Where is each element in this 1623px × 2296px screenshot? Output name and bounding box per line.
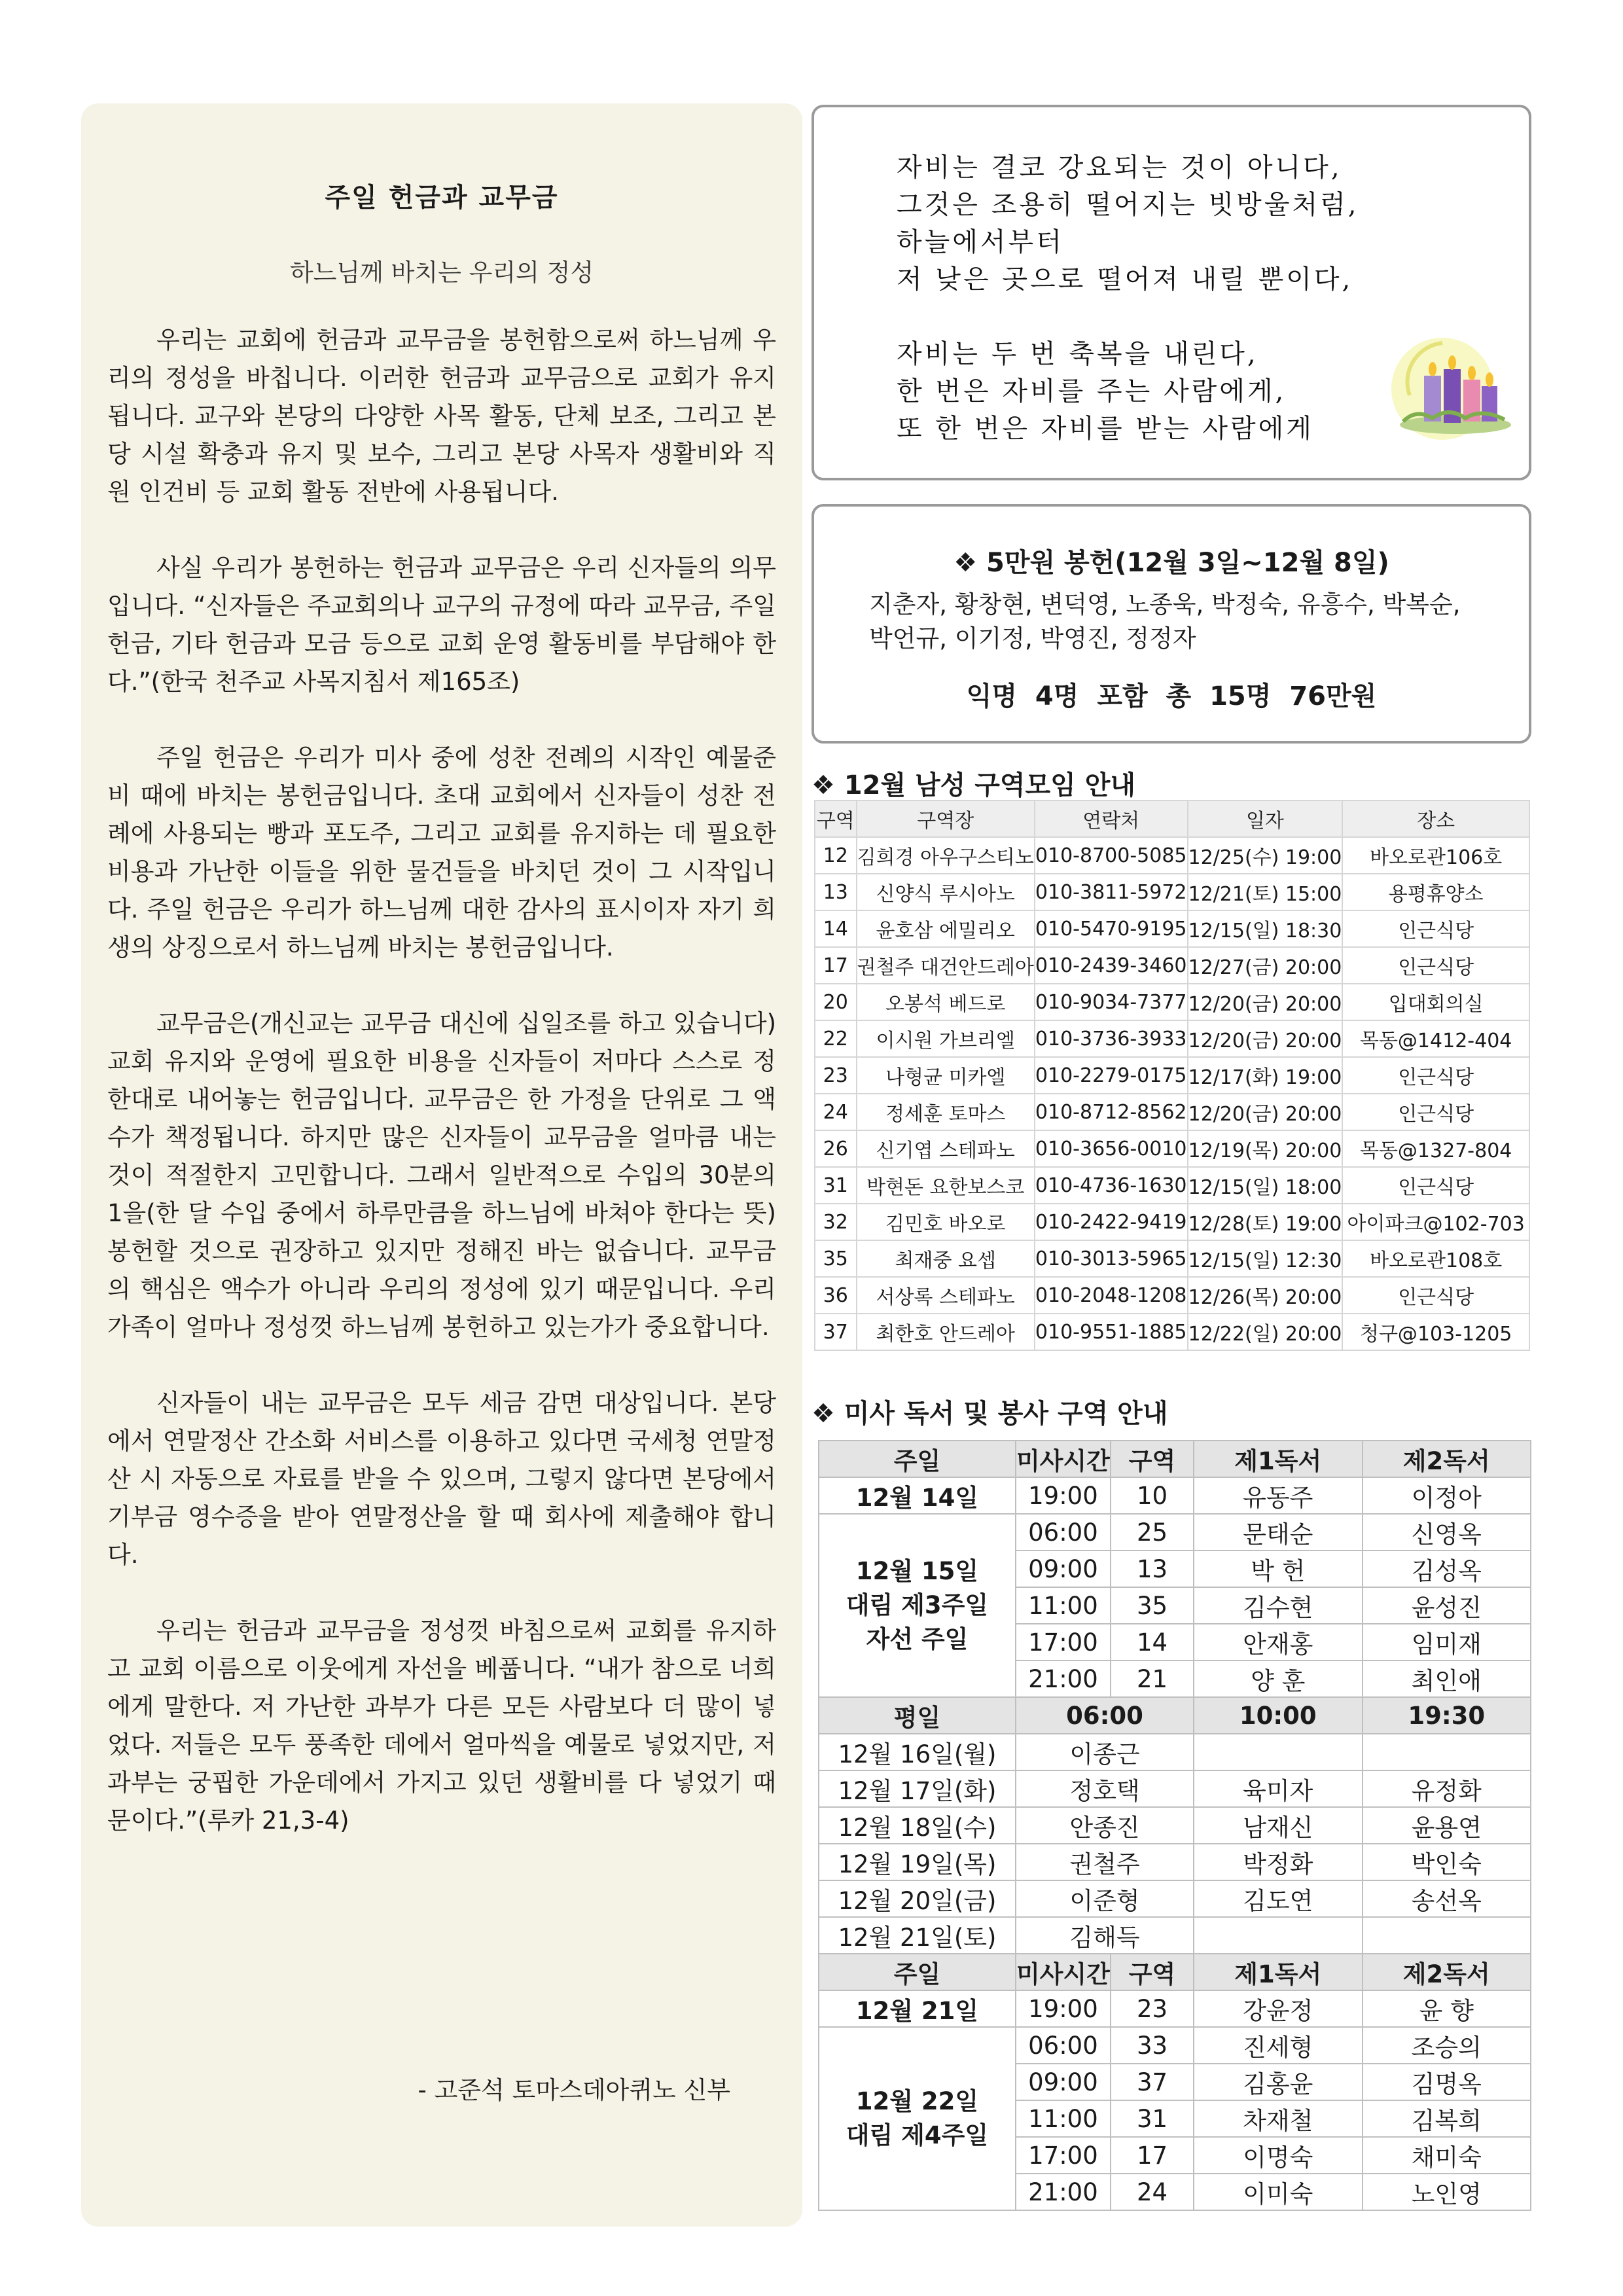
table-cell: 인근식당 bbox=[1342, 1277, 1529, 1314]
table-cell: 35 bbox=[1111, 1587, 1194, 1624]
table-cell: 채미숙 bbox=[1363, 2137, 1531, 2174]
table-row bbox=[819, 2027, 1531, 2064]
table-cell: 용평휴양소 bbox=[1342, 874, 1529, 910]
column-header: 미사시간 bbox=[1016, 1441, 1111, 1477]
table-row bbox=[819, 1844, 1531, 1880]
quote-text bbox=[897, 149, 1359, 448]
table-cell: 12/15(일) 18:00 bbox=[1188, 1167, 1343, 1204]
readers-title: ❖ 미사 독서 및 봉사 구역 안내 bbox=[812, 1399, 1168, 1429]
column-header: 제1독서 bbox=[1194, 1954, 1362, 1990]
table-cell: 바오로관108호 bbox=[1342, 1240, 1529, 1277]
table-cell: 남재신 bbox=[1194, 1807, 1362, 1844]
table-cell: 최인애 bbox=[1363, 1660, 1531, 1697]
date-label-line: 대림 제4주일 bbox=[846, 2121, 989, 2149]
table-row bbox=[815, 1130, 1529, 1167]
column-header: 구역 bbox=[815, 800, 857, 837]
table-cell: 20 bbox=[815, 984, 857, 1020]
table-cell: 신영옥 bbox=[1363, 1514, 1531, 1551]
table-cell: 12 bbox=[815, 837, 857, 874]
table-cell: 010-3811-5972 bbox=[1035, 874, 1188, 910]
table-cell: 유동주 bbox=[1194, 1477, 1362, 1514]
table-cell: 인근식당 bbox=[1342, 1094, 1529, 1130]
table-cell: 12/22(일) 20:00 bbox=[1188, 1314, 1343, 1350]
table-cell: 21:00 bbox=[1016, 1660, 1111, 1697]
table-cell: 이정아 bbox=[1363, 1477, 1531, 1514]
table-row bbox=[819, 1917, 1531, 1954]
table-cell: 박 헌 bbox=[1194, 1551, 1362, 1587]
table-cell: 김명옥 bbox=[1363, 2064, 1531, 2100]
table-cell: 11:00 bbox=[1016, 1587, 1111, 1624]
table-row bbox=[819, 1697, 1531, 1734]
table-cell: 010-2279-0175 bbox=[1035, 1057, 1188, 1094]
quote-line: 저 낮은 곳으로 떨어져 내릴 뿐이다, bbox=[897, 264, 1353, 295]
table-row bbox=[815, 947, 1529, 984]
quote-line: 또 한 번은 자비를 받는 사람에게 bbox=[897, 414, 1314, 444]
date-label: 12월 21일(토) bbox=[819, 1917, 1016, 1954]
date-label: 12월 18일(수) bbox=[819, 1807, 1016, 1844]
date-label-line: 자선 주일 bbox=[866, 1625, 969, 1653]
table-cell: 박인숙 bbox=[1363, 1844, 1531, 1880]
table-cell: 33 bbox=[1111, 2027, 1194, 2064]
table-cell: 김성옥 bbox=[1363, 1551, 1531, 1587]
article-signature: - 고준석 토마스데아퀴노 신부 bbox=[418, 2076, 730, 2104]
table-cell: 12/27(금) 20:00 bbox=[1188, 947, 1343, 984]
table-cell: 17:00 bbox=[1016, 1624, 1111, 1660]
table-cell: 목동@1327-804 bbox=[1342, 1130, 1529, 1167]
table-cell: 06:00 bbox=[1016, 1514, 1111, 1551]
table-cell: 김복희 bbox=[1363, 2100, 1531, 2137]
column-header: 10:00 bbox=[1194, 1697, 1362, 1734]
table-row bbox=[819, 1514, 1531, 1551]
column-header: 주일 bbox=[819, 1954, 1016, 1990]
column-header: 주일 bbox=[819, 1441, 1016, 1477]
table-cell: 21:00 bbox=[1016, 2174, 1111, 2210]
table-cell: 22 bbox=[815, 1020, 857, 1057]
table-cell: 010-4736-1630 bbox=[1035, 1167, 1188, 1204]
article-paragraph: 주일 헌금은 우리가 미사 중에 성찬 전례의 시작인 예물준비 때에 바치는 봉헌금입니다. 초대 교회에서 신자들이 성찬 전례에 사용되는 빵과 포도주, 그리고 교회를 유지하는 데 필요한 비용과 가난한 이들을 위한 물건들을 바치던 것이 그 시작입니다. 주일 헌금은 우리가 하느님께 대한 감사의 표시이자 자기 희생의 상징으로서 하느님께 바치는 봉헌금입니다. bbox=[107, 744, 776, 961]
table-cell: 서상록 스테파노 bbox=[857, 1277, 1035, 1314]
date-label: 12월 19일(목) bbox=[819, 1844, 1016, 1880]
reader-table bbox=[818, 1440, 1531, 2211]
table-row bbox=[815, 1277, 1529, 1314]
column-header: 장소 bbox=[1342, 800, 1529, 837]
table-cell: 신기엽 스테파노 bbox=[857, 1130, 1035, 1167]
table-cell: 010-2422-9419 bbox=[1035, 1204, 1188, 1240]
table-cell: 인근식당 bbox=[1342, 910, 1529, 947]
article-title: 주일 헌금과 교무금 bbox=[325, 183, 559, 213]
table-cell: 09:00 bbox=[1016, 2064, 1111, 2100]
article-paragraph: 우리는 헌금과 교무금을 정성껏 바침으로써 교회를 유지하고 교회 이름으로 이웃에게 자선을 베풉니다. “내가 참으로 너희에게 말한다. 저 가난한 과부가 다른 모든 사람보다 더 많이 넣었다. 저들은 모두 풍족한 데에서 얼마씩을 예물로 넣었지만, 저 과부는 궁핍한 가운데에서 가지고 있던 생활비를 다 넣었기 때문이다.”(루카 21,3-4) bbox=[107, 1617, 776, 1835]
column-header: 평일 bbox=[819, 1697, 1016, 1734]
table-row bbox=[815, 1094, 1529, 1130]
table-cell: 23 bbox=[815, 1057, 857, 1094]
article-body bbox=[107, 321, 776, 1878]
table-cell: 24 bbox=[1111, 2174, 1194, 2210]
table-cell: 인근식당 bbox=[1342, 1167, 1529, 1204]
table-cell: 문태순 bbox=[1194, 1514, 1362, 1551]
table-cell: 이종근 bbox=[1016, 1734, 1194, 1770]
table-cell bbox=[1194, 1917, 1362, 1954]
table-row bbox=[819, 1990, 1531, 2027]
table-cell: 17 bbox=[1111, 2137, 1194, 2174]
table-cell: 010-9034-7377 bbox=[1035, 984, 1188, 1020]
advent-candles-icon bbox=[1383, 317, 1514, 441]
table-header-row bbox=[815, 800, 1529, 837]
table-cell bbox=[1363, 1734, 1531, 1770]
column-header: 제2독서 bbox=[1363, 1441, 1531, 1477]
table-cell: 안재홍 bbox=[1194, 1624, 1362, 1660]
article-paragraph: 우리는 교회에 헌금과 교무금을 봉헌함으로써 하느님께 우리의 정성을 바칩니다. 이러한 헌금과 교무금으로 교회가 유지됩니다. 교구와 본당의 다양한 사목 활동, 단체 보조, 그리고 본당 시설 확충과 유지 및 보수, 그리고 본당 사목자 생활비와 직원 인건비 등 교회 활동 전반에 사용됩니다. bbox=[107, 326, 776, 506]
table-cell: 권철주 대건안드레아 bbox=[857, 947, 1035, 984]
table-row bbox=[815, 1240, 1529, 1277]
table-cell: 23 bbox=[1111, 1990, 1194, 2027]
table-row bbox=[815, 1020, 1529, 1057]
date-label-line: 대림 제3주일 bbox=[846, 1591, 989, 1619]
table-cell: 신양식 루시아노 bbox=[857, 874, 1035, 910]
table-cell: 육미자 bbox=[1194, 1770, 1362, 1807]
table-cell: 12/26(목) 20:00 bbox=[1188, 1277, 1343, 1314]
table-cell: 김민호 바오로 bbox=[857, 1204, 1035, 1240]
table-cell: 김홍윤 bbox=[1194, 2064, 1362, 2100]
column-header: 일자 bbox=[1188, 800, 1343, 837]
table-cell: 12/20(금) 20:00 bbox=[1188, 1020, 1343, 1057]
quote-line: 그것은 조용히 떨어지는 빗방울처럼, bbox=[897, 190, 1359, 220]
table-cell: 13 bbox=[1111, 1551, 1194, 1587]
table-row bbox=[819, 1770, 1531, 1807]
table-cell: 26 bbox=[815, 1130, 857, 1167]
date-label: 12월 17일(화) bbox=[819, 1770, 1016, 1807]
table-cell: 이명숙 bbox=[1194, 2137, 1362, 2174]
table-cell bbox=[1194, 1734, 1362, 1770]
article-subtitle: 하느님께 바치는 우리의 정성 bbox=[289, 259, 594, 287]
quote-line: 하늘에서부터 bbox=[897, 227, 1064, 257]
table-cell: 김수현 bbox=[1194, 1587, 1362, 1624]
table-cell: 인근식당 bbox=[1342, 1057, 1529, 1094]
table-cell: 최재중 요셉 bbox=[857, 1240, 1035, 1277]
table-cell: 06:00 bbox=[1016, 2027, 1111, 2064]
quote-box bbox=[812, 105, 1531, 480]
table-cell: 이미숙 bbox=[1194, 2174, 1362, 2210]
table-cell: 이시원 가브리엘 bbox=[857, 1020, 1035, 1057]
table-cell: 010-3656-0010 bbox=[1035, 1130, 1188, 1167]
table-cell: 19:00 bbox=[1016, 1990, 1111, 2027]
table-row bbox=[819, 1477, 1531, 1514]
table-cell: 14 bbox=[815, 910, 857, 947]
table-cell: 37 bbox=[815, 1314, 857, 1350]
table-cell: 나형균 미카엘 bbox=[857, 1057, 1035, 1094]
table-cell: 정세훈 토마스 bbox=[857, 1094, 1035, 1130]
table-cell: 31 bbox=[1111, 2100, 1194, 2137]
date-label: 12월 14일 bbox=[819, 1477, 1016, 1514]
table-cell: 아이파크@102-703 bbox=[1342, 1204, 1529, 1240]
column-header: 구역 bbox=[1111, 1954, 1194, 1990]
article-paragraph: 교무금은(개신교는 교무금 대신에 십일조를 하고 있습니다) 교회 유지와 운영에 필요한 비용을 신자들이 저마다 스스로 정한대로 내어놓는 헌금입니다. 교무금은 한 가정을 단위로 그 액수가 책정됩니다. 하지만 많은 신자들이 교무금을 얼마큼 내는 것이 적절한지 고민합니다. 그래서 일반적으로 수입의 30분의 1을(한 달 수입 중에서 하루만큼을 하느님에 바쳐야 한다는 뜻) 봉헌할 것으로 권장하고 있지만 정해진 바는 없습니다. 교무금의 핵심은 액수가 아니라 우리의 정성에 있기 때문입니다. 우리 가족이 얼마나 정성껏 하느님께 봉헌하고 있는가가 중요합니다. bbox=[107, 1009, 776, 1341]
table-cell: 19:00 bbox=[1016, 1477, 1111, 1514]
table-cell: 12/17(화) 19:00 bbox=[1188, 1057, 1343, 1094]
table-cell: 이준형 bbox=[1016, 1880, 1194, 1917]
table-cell: 차재철 bbox=[1194, 2100, 1362, 2137]
donation-total: 익명 4명 포함 총 15명 76만원 bbox=[966, 681, 1377, 711]
table-row bbox=[815, 1314, 1529, 1350]
table-cell: 12/21(토) 15:00 bbox=[1188, 874, 1343, 910]
column-header: 제1독서 bbox=[1194, 1441, 1362, 1477]
table-cell: 12/20(금) 20:00 bbox=[1188, 984, 1343, 1020]
table-cell: 윤성진 bbox=[1363, 1587, 1531, 1624]
table-row bbox=[819, 1880, 1531, 1917]
table-cell: 10 bbox=[1111, 1477, 1194, 1514]
table-cell: 24 bbox=[815, 1094, 857, 1130]
table-cell: 12/25(수) 19:00 bbox=[1188, 837, 1343, 874]
table-cell: 안종진 bbox=[1016, 1807, 1194, 1844]
column-header: 제2독서 bbox=[1363, 1954, 1531, 1990]
table-cell: 010-5470-9195 bbox=[1035, 910, 1188, 947]
table-cell: 35 bbox=[815, 1240, 857, 1277]
column-header: 06:00 bbox=[1016, 1697, 1194, 1734]
table-cell: 유정화 bbox=[1363, 1770, 1531, 1807]
table-row bbox=[815, 837, 1529, 874]
table-cell: 임미재 bbox=[1363, 1624, 1531, 1660]
table-cell: 11:00 bbox=[1016, 2100, 1111, 2137]
table-cell: 김해득 bbox=[1016, 1917, 1194, 1954]
meeting-table-body bbox=[815, 837, 1529, 1350]
table-cell: 17:00 bbox=[1016, 2137, 1111, 2174]
date-label: 12월 16일(월) bbox=[819, 1734, 1016, 1770]
table-cell: 13 bbox=[815, 874, 857, 910]
meeting-title: ❖ 12월 남성 구역모임 안내 bbox=[812, 770, 1135, 800]
article-paragraph: 신자들이 내는 교무금은 모두 세금 감면 대상입니다. 본당에서 연말정산 간소화 서비스를 이용하고 있다면 국세청 연말정산 시 자동으로 자료를 받을 수 있으며, 그렇지 않다면 본당에서 기부금 영수증을 받아 연말정산을 할 때 회사에 제출해야 합니다. bbox=[107, 1389, 776, 1569]
donation-names: 지춘자, 황창현, 변덕영, 노종욱, 박정숙, 유흥수, 박복순, 박언규, 이기정, 박영진, 정정자 bbox=[869, 590, 1461, 653]
table-cell: 010-2048-1208 bbox=[1035, 1277, 1188, 1314]
table-cell: 010-3736-3933 bbox=[1035, 1020, 1188, 1057]
table-cell: 진세형 bbox=[1194, 2027, 1362, 2064]
table-row bbox=[815, 984, 1529, 1020]
quote-spacer bbox=[897, 298, 1359, 336]
table-cell: 17 bbox=[815, 947, 857, 984]
table-cell: 010-9551-1885 bbox=[1035, 1314, 1188, 1350]
table-cell: 박현돈 요한보스코 bbox=[857, 1167, 1035, 1204]
table-cell: 송선옥 bbox=[1363, 1880, 1531, 1917]
column-header: 연락처 bbox=[1035, 800, 1188, 837]
donation-title: ❖ 5만원 봉헌(12월 3일~12월 8일) bbox=[954, 548, 1389, 578]
date-label: 12월 20일(금) bbox=[819, 1880, 1016, 1917]
table-row bbox=[819, 1954, 1531, 1990]
table-cell: 37 bbox=[1111, 2064, 1194, 2100]
column-header: 구역 bbox=[1111, 1441, 1194, 1477]
table-row bbox=[819, 1807, 1531, 1844]
table-cell: 청구@103-1205 bbox=[1342, 1314, 1529, 1350]
quote-line: 자비는 결코 강요되는 것이 아니다, bbox=[897, 152, 1342, 183]
article-panel bbox=[81, 103, 802, 2227]
table-cell: 12/15(일) 12:30 bbox=[1188, 1240, 1343, 1277]
table-cell: 조승의 bbox=[1363, 2027, 1531, 2064]
table-cell: 김희경 아우구스티노 bbox=[857, 837, 1035, 874]
table-cell: 권철주 bbox=[1016, 1844, 1194, 1880]
table-cell: 강윤정 bbox=[1194, 1990, 1362, 2027]
table-cell: 오봉석 베드로 bbox=[857, 984, 1035, 1020]
table-cell: 09:00 bbox=[1016, 1551, 1111, 1587]
table-cell: 목동@1412-404 bbox=[1342, 1020, 1529, 1057]
table-cell: 14 bbox=[1111, 1624, 1194, 1660]
table-cell: 최한호 안드레아 bbox=[857, 1314, 1035, 1350]
quote-line: 한 번은 자비를 주는 사람에게, bbox=[897, 376, 1287, 406]
article-paragraph: 사실 우리가 봉헌하는 헌금과 교무금은 우리 신자들의 의무입니다. “신자들은 주교회의나 교구의 규정에 따라 교무금, 주일 헌금, 기타 헌금과 모금 등으로 교회 운영 활동비를 부담해야 한다.”(한국 천주교 사목지침서 제165조) bbox=[107, 554, 776, 696]
table-cell: 바오로관106호 bbox=[1342, 837, 1529, 874]
table-row bbox=[815, 910, 1529, 947]
date-label: 12월 21일 bbox=[819, 1990, 1016, 2027]
table-cell: 31 bbox=[815, 1167, 857, 1204]
date-label-line: 12월 22일 bbox=[855, 2087, 979, 2115]
column-header: 구역장 bbox=[857, 800, 1035, 837]
table-row bbox=[819, 1734, 1531, 1770]
quote-line: 자비는 두 번 축복을 내린다, bbox=[897, 339, 1258, 369]
table-cell: 12/19(목) 20:00 bbox=[1188, 1130, 1343, 1167]
table-cell: 양 훈 bbox=[1194, 1660, 1362, 1697]
donation-box bbox=[812, 504, 1531, 744]
table-row bbox=[815, 1167, 1529, 1204]
table-row bbox=[819, 1441, 1531, 1477]
table-cell: 21 bbox=[1111, 1660, 1194, 1697]
table-row bbox=[815, 1057, 1529, 1094]
table-cell: 김도연 bbox=[1194, 1880, 1362, 1917]
table-cell: 12/15(일) 18:30 bbox=[1188, 910, 1343, 947]
table-cell bbox=[1363, 1917, 1531, 1954]
table-cell: 윤 향 bbox=[1363, 1990, 1531, 2027]
reader-table-body bbox=[819, 1441, 1531, 2210]
table-cell: 010-8712-8562 bbox=[1035, 1094, 1188, 1130]
meeting-table bbox=[814, 800, 1530, 1351]
table-cell: 36 bbox=[815, 1277, 857, 1314]
table-cell: 윤호삼 에밀리오 bbox=[857, 910, 1035, 947]
table-cell: 노인영 bbox=[1363, 2174, 1531, 2210]
date-label bbox=[819, 2027, 1016, 2210]
table-cell: 010-2439-3460 bbox=[1035, 947, 1188, 984]
table-cell: 010-3013-5965 bbox=[1035, 1240, 1188, 1277]
table-cell: 윤용연 bbox=[1363, 1807, 1531, 1844]
table-cell: 12/20(금) 20:00 bbox=[1188, 1094, 1343, 1130]
column-header: 미사시간 bbox=[1016, 1954, 1111, 1990]
table-cell: 인근식당 bbox=[1342, 947, 1529, 984]
date-label bbox=[819, 1514, 1016, 1697]
table-cell: 12/28(토) 19:00 bbox=[1188, 1204, 1343, 1240]
table-cell: 010-8700-5085 bbox=[1035, 837, 1188, 874]
table-row bbox=[815, 1204, 1529, 1240]
table-cell: 32 bbox=[815, 1204, 857, 1240]
column-header: 19:30 bbox=[1363, 1697, 1531, 1734]
table-cell: 정호택 bbox=[1016, 1770, 1194, 1807]
table-row bbox=[815, 874, 1529, 910]
table-cell: 입대회의실 bbox=[1342, 984, 1529, 1020]
table-cell: 박정화 bbox=[1194, 1844, 1362, 1880]
table-cell: 25 bbox=[1111, 1514, 1194, 1551]
date-label-line: 12월 15일 bbox=[855, 1557, 979, 1585]
